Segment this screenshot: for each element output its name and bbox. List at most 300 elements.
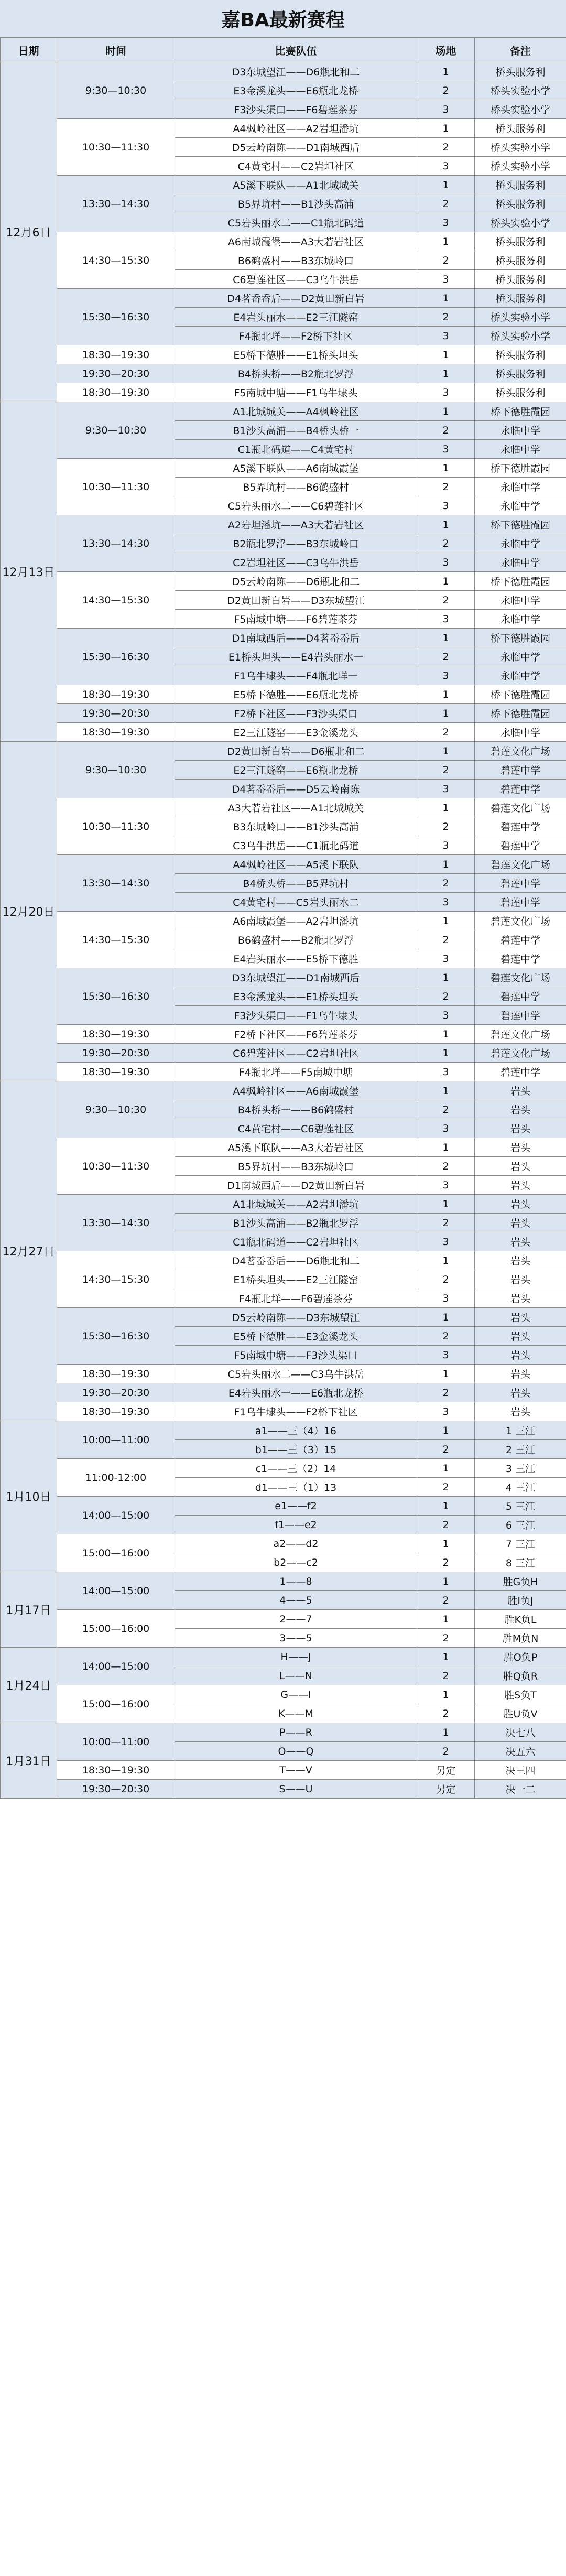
- match-note: 碧莲中学: [475, 761, 566, 780]
- match-note: 岩头: [475, 1327, 566, 1346]
- match-teams: E4岩头丽水——E2三江隧窑: [175, 308, 417, 327]
- table-row: [1, 176, 566, 194]
- match-court: 2: [417, 1100, 475, 1119]
- match-teams: B6鹤盛村——B2瓶北罗浮: [175, 930, 417, 949]
- match-note: 岩头: [475, 1157, 566, 1176]
- match-teams: D4茗岙岙后——D2黄田新白岩: [175, 289, 417, 308]
- match-court: 1: [417, 1025, 475, 1044]
- match-note: 碧莲文化广场: [475, 968, 566, 987]
- match-note: 决一二: [475, 1780, 566, 1799]
- slot-time: 18:30—19:30: [57, 1063, 175, 1081]
- match-teams: B4桥头桥——B5界坑村: [175, 874, 417, 893]
- table-row: [1, 402, 566, 421]
- table-row: [1, 1459, 566, 1478]
- match-note: 碧莲中学: [475, 1063, 566, 1081]
- match-note: 桥头服务利: [475, 176, 566, 194]
- match-teams: D1南城西后——D4茗岙岙后: [175, 629, 417, 647]
- match-teams: B4桥头桥一——B6鹤盛村: [175, 1100, 417, 1119]
- match-note: 桥头实验小学: [475, 100, 566, 119]
- table-row: [1, 723, 566, 742]
- table-row: [1, 119, 566, 138]
- table-row: [1, 1251, 566, 1270]
- match-teams: F4瓶北垟——F5南城中塘: [175, 1063, 417, 1081]
- match-teams: C2岩坦社区——C3乌牛洪岳: [175, 553, 417, 572]
- match-court: 另定: [417, 1761, 475, 1780]
- match-teams: a1——三（4）16: [175, 1421, 417, 1440]
- match-court: 1: [417, 1308, 475, 1327]
- match-note: 胜U负V: [475, 1704, 566, 1723]
- match-note: 岩头: [475, 1308, 566, 1327]
- match-court: 1: [417, 968, 475, 987]
- match-note: 桥下德胜霞园: [475, 459, 566, 478]
- match-court: 1: [417, 402, 475, 421]
- match-note: 桥头实验小学: [475, 138, 566, 157]
- match-note: 桥头实验小学: [475, 327, 566, 345]
- match-note: 永临中学: [475, 610, 566, 629]
- slot-time: 9:30—10:30: [57, 402, 175, 459]
- table-row: [1, 1365, 566, 1383]
- table-row: [1, 855, 566, 874]
- match-teams: C5岩头丽水二——C3乌牛洪岳: [175, 1365, 417, 1383]
- table-row: [1, 912, 566, 930]
- slot-time: 9:30—10:30: [57, 1081, 175, 1138]
- match-court: 3: [417, 1006, 475, 1025]
- table-row: [1, 383, 566, 402]
- slot-time: 15:00—16:00: [57, 1610, 175, 1648]
- match-teams: F2桥下社区——F3沙头渠口: [175, 704, 417, 723]
- slot-time: 10:30—11:30: [57, 459, 175, 515]
- match-court: 1: [417, 798, 475, 817]
- slot-time: 14:00—15:00: [57, 1572, 175, 1610]
- match-note: 桥头实验小学: [475, 308, 566, 327]
- match-court: 3: [417, 553, 475, 572]
- match-note: 岩头: [475, 1081, 566, 1100]
- match-court: 1: [417, 1685, 475, 1704]
- header-note: 备注: [475, 38, 566, 62]
- table-row: [1, 515, 566, 534]
- match-note: 碧莲中学: [475, 836, 566, 855]
- match-teams: B6鹤盛村——B3东城岭口: [175, 251, 417, 270]
- match-court: 2: [417, 478, 475, 496]
- match-note: 桥头服务利: [475, 62, 566, 81]
- table-row: [1, 364, 566, 383]
- table-row: [1, 345, 566, 364]
- match-note: 碧莲中学: [475, 874, 566, 893]
- slot-time: 15:30—16:30: [57, 629, 175, 685]
- match-teams: A3大若岩社区——A1北城城关: [175, 798, 417, 817]
- match-note: 桥头实验小学: [475, 157, 566, 176]
- match-note: 5 三江: [475, 1497, 566, 1516]
- match-teams: E5桥下德胜——E1桥头坦头: [175, 345, 417, 364]
- table-row: [1, 1081, 566, 1100]
- match-note: 碧莲中学: [475, 893, 566, 912]
- match-court: 3: [417, 1119, 475, 1138]
- match-court: 1: [417, 515, 475, 534]
- match-note: 碧莲中学: [475, 987, 566, 1006]
- slot-time: 18:30—19:30: [57, 685, 175, 704]
- slot-time: 13:30—14:30: [57, 1195, 175, 1251]
- slot-time: 19:30—20:30: [57, 1780, 175, 1799]
- match-court: 3: [417, 1402, 475, 1421]
- table-row: [1, 1421, 566, 1440]
- match-note: 桥头服务利: [475, 232, 566, 251]
- match-note: 桥下德胜霞园: [475, 402, 566, 421]
- match-teams: T——V: [175, 1761, 417, 1780]
- match-note: 岩头: [475, 1176, 566, 1195]
- match-teams: E3金溪龙头——E6瓶北龙桥: [175, 81, 417, 100]
- table-row: [1, 232, 566, 251]
- match-note: 碧莲中学: [475, 780, 566, 798]
- match-teams: a2——d2: [175, 1534, 417, 1553]
- match-court: 3: [417, 780, 475, 798]
- match-court: 2: [417, 1327, 475, 1346]
- match-court: 3: [417, 893, 475, 912]
- match-court: 2: [417, 534, 475, 553]
- match-note: 岩头: [475, 1232, 566, 1251]
- slot-time: 14:30—15:30: [57, 232, 175, 289]
- match-note: 永临中学: [475, 647, 566, 666]
- table-row: [1, 459, 566, 478]
- match-teams: e1——f2: [175, 1497, 417, 1516]
- match-teams: F5南城中塘——F1乌牛埭头: [175, 383, 417, 402]
- table-row: [1, 1063, 566, 1081]
- match-teams: E2三江隧窑——E3金溪龙头: [175, 723, 417, 742]
- match-note: 胜Q负R: [475, 1666, 566, 1685]
- match-teams: E1桥头坦头——E4岩头丽水一: [175, 647, 417, 666]
- match-note: 胜G负H: [475, 1572, 566, 1591]
- match-court: 1: [417, 629, 475, 647]
- table-row: [1, 572, 566, 591]
- match-court: 另定: [417, 1780, 475, 1799]
- match-note: 永临中学: [475, 534, 566, 553]
- day-date: 12月13日: [1, 402, 57, 742]
- slot-time: 13:30—14:30: [57, 515, 175, 572]
- match-note: 桥头服务利: [475, 289, 566, 308]
- day-date: 1月24日: [1, 1648, 57, 1723]
- match-court: 3: [417, 327, 475, 345]
- match-court: 2: [417, 251, 475, 270]
- match-court: 1: [417, 232, 475, 251]
- match-teams: E2三江隧窑——E6瓶北龙桥: [175, 761, 417, 780]
- match-teams: B1沙头高浦——B4桥头桥一: [175, 421, 417, 440]
- match-teams: F4瓶北垟——F6碧莲茶芬: [175, 1289, 417, 1308]
- match-court: 2: [417, 1553, 475, 1572]
- match-teams: 4——5: [175, 1591, 417, 1610]
- table-row: [1, 1044, 566, 1063]
- match-note: 桥头服务利: [475, 119, 566, 138]
- match-note: 岩头: [475, 1402, 566, 1421]
- match-court: 1: [417, 289, 475, 308]
- slot-time: 15:30—16:30: [57, 968, 175, 1025]
- slot-time: 15:00—16:00: [57, 1534, 175, 1572]
- match-note: 岩头: [475, 1138, 566, 1157]
- match-teams: C6碧莲社区——C3乌牛洪岳: [175, 270, 417, 289]
- match-court: 2: [417, 987, 475, 1006]
- table-row: [1, 62, 566, 81]
- match-note: 桥头服务利: [475, 251, 566, 270]
- match-note: 桥下德胜霞园: [475, 685, 566, 704]
- match-teams: D1南城西后——D2黄田新白岩: [175, 1176, 417, 1195]
- match-court: 2: [417, 1516, 475, 1534]
- match-teams: C4黄宅村——C6碧莲社区: [175, 1119, 417, 1138]
- match-note: 8 三江: [475, 1553, 566, 1572]
- slot-time: 19:30—20:30: [57, 364, 175, 383]
- match-court: 1: [417, 1459, 475, 1478]
- match-court: 1: [417, 1723, 475, 1742]
- match-teams: B1沙头高浦——B2瓶北罗浮: [175, 1214, 417, 1232]
- match-court: 3: [417, 1232, 475, 1251]
- match-court: 1: [417, 912, 475, 930]
- match-note: 岩头: [475, 1365, 566, 1383]
- match-teams: F3沙头渠口——F6碧莲茶芬: [175, 100, 417, 119]
- match-teams: C1瓶北码道——C2岩坦社区: [175, 1232, 417, 1251]
- match-note: 决三四: [475, 1761, 566, 1780]
- match-court: 2: [417, 591, 475, 610]
- match-court: 3: [417, 949, 475, 968]
- match-note: 永临中学: [475, 478, 566, 496]
- match-teams: K——M: [175, 1704, 417, 1723]
- match-court: 1: [417, 1421, 475, 1440]
- match-teams: c1——三（2）14: [175, 1459, 417, 1478]
- match-teams: C5岩头丽水二——C1瓶北码道: [175, 213, 417, 232]
- match-court: 3: [417, 1176, 475, 1195]
- match-note: 岩头: [475, 1346, 566, 1365]
- slot-time: 19:30—20:30: [57, 1383, 175, 1402]
- slot-time: 18:30—19:30: [57, 1761, 175, 1780]
- match-note: 岩头: [475, 1289, 566, 1308]
- match-note: 桥头服务利: [475, 364, 566, 383]
- slot-time: 10:30—11:30: [57, 1138, 175, 1195]
- slot-time: 10:30—11:30: [57, 798, 175, 855]
- match-teams: A6南城霞堡——A3大若岩社区: [175, 232, 417, 251]
- header-match: 比赛队伍: [175, 38, 417, 62]
- match-court: 2: [417, 1666, 475, 1685]
- match-note: 永临中学: [475, 496, 566, 515]
- match-court: 1: [417, 1534, 475, 1553]
- match-court: 2: [417, 874, 475, 893]
- match-teams: C4黄宅村——C2岩坦社区: [175, 157, 417, 176]
- match-note: 4 三江: [475, 1478, 566, 1497]
- match-court: 2: [417, 81, 475, 100]
- match-court: 2: [417, 1214, 475, 1232]
- match-note: 桥下德胜霞园: [475, 515, 566, 534]
- table-row: [1, 704, 566, 723]
- match-court: 3: [417, 496, 475, 515]
- match-teams: F1乌牛埭头——F2桥下社区: [175, 1402, 417, 1421]
- match-note: 桥头服务利: [475, 383, 566, 402]
- match-teams: E4岩头丽水一——E6瓶北龙桥: [175, 1383, 417, 1402]
- match-note: 桥下德胜霞园: [475, 704, 566, 723]
- match-court: 2: [417, 421, 475, 440]
- day-date: 12月20日: [1, 742, 57, 1081]
- table-row: [1, 1780, 566, 1799]
- slot-time: 9:30—10:30: [57, 742, 175, 798]
- slot-time: 18:30—19:30: [57, 383, 175, 402]
- match-court: 2: [417, 723, 475, 742]
- match-court: 1: [417, 704, 475, 723]
- match-note: 2 三江: [475, 1440, 566, 1459]
- match-note: 岩头: [475, 1195, 566, 1214]
- match-court: 2: [417, 194, 475, 213]
- slot-time: 18:30—19:30: [57, 1365, 175, 1383]
- slot-time: 9:30—10:30: [57, 62, 175, 119]
- table-row: [1, 1534, 566, 1553]
- match-teams: L——N: [175, 1666, 417, 1685]
- match-teams: P——R: [175, 1723, 417, 1742]
- slot-time: 14:30—15:30: [57, 912, 175, 968]
- match-court: 2: [417, 308, 475, 327]
- slot-time: 18:30—19:30: [57, 1025, 175, 1044]
- match-note: 决五六: [475, 1742, 566, 1761]
- match-note: 6 三江: [475, 1516, 566, 1534]
- match-court: 1: [417, 1497, 475, 1516]
- table-row: [1, 1572, 566, 1591]
- match-teams: D2黄田新白岩——D6瓶北和二: [175, 742, 417, 761]
- match-note: 桥头服务利: [475, 270, 566, 289]
- match-note: 胜O负P: [475, 1648, 566, 1666]
- match-teams: B5界坑村——B3东城岭口: [175, 1157, 417, 1176]
- match-teams: E3金溪龙头——E1桥头坦头: [175, 987, 417, 1006]
- table-row: [1, 289, 566, 308]
- match-teams: F5南城中塘——F3沙头渠口: [175, 1346, 417, 1365]
- match-court: 1: [417, 1610, 475, 1629]
- slot-time: 19:30—20:30: [57, 1044, 175, 1063]
- match-court: 2: [417, 930, 475, 949]
- match-note: 碧莲文化广场: [475, 1044, 566, 1063]
- schedule-table: [0, 37, 566, 1799]
- match-note: 永临中学: [475, 553, 566, 572]
- match-note: 碧莲文化广场: [475, 798, 566, 817]
- match-teams: G——I: [175, 1685, 417, 1704]
- match-teams: 1——8: [175, 1572, 417, 1591]
- match-teams: O——Q: [175, 1742, 417, 1761]
- match-court: 3: [417, 610, 475, 629]
- match-note: 桥下德胜霞园: [475, 572, 566, 591]
- match-teams: S——U: [175, 1780, 417, 1799]
- match-teams: C5岩头丽水二——C6碧莲社区: [175, 496, 417, 515]
- match-note: 碧莲中学: [475, 930, 566, 949]
- slot-time: 10:00—11:00: [57, 1723, 175, 1761]
- match-court: 1: [417, 572, 475, 591]
- match-teams: A4枫岭社区——A6南城霞堡: [175, 1081, 417, 1100]
- match-court: 3: [417, 440, 475, 459]
- match-court: 3: [417, 1346, 475, 1365]
- match-note: 1 三江: [475, 1421, 566, 1440]
- match-court: 1: [417, 119, 475, 138]
- match-teams: A2岩坦潘坑——A3大若岩社区: [175, 515, 417, 534]
- match-teams: H——J: [175, 1648, 417, 1666]
- match-note: 桥头服务利: [475, 345, 566, 364]
- match-note: 岩头: [475, 1100, 566, 1119]
- match-teams: F1乌牛埭头——F4瓶北垟一: [175, 666, 417, 685]
- table-row: [1, 1497, 566, 1516]
- table-row: [1, 685, 566, 704]
- match-note: 碧莲中学: [475, 1006, 566, 1025]
- match-note: 永临中学: [475, 591, 566, 610]
- match-teams: C1瓶北码道——C4黄宅村: [175, 440, 417, 459]
- match-court: 1: [417, 1195, 475, 1214]
- match-court: 1: [417, 176, 475, 194]
- match-teams: A5溪下联队——A3大若岩社区: [175, 1138, 417, 1157]
- match-teams: B2瓶北罗浮——B3东城岭口: [175, 534, 417, 553]
- match-note: 永临中学: [475, 440, 566, 459]
- match-court: 1: [417, 62, 475, 81]
- match-note: 碧莲文化广场: [475, 855, 566, 874]
- day-date: 12月6日: [1, 62, 57, 402]
- match-note: 永临中学: [475, 421, 566, 440]
- match-teams: B5界坑村——B1沙头高浦: [175, 194, 417, 213]
- match-note: 桥头实验小学: [475, 213, 566, 232]
- match-teams: D4茗岙岙后——D6瓶北和二: [175, 1251, 417, 1270]
- match-court: 1: [417, 364, 475, 383]
- match-court: 3: [417, 270, 475, 289]
- match-note: 3 三江: [475, 1459, 566, 1478]
- match-note: 岩头: [475, 1214, 566, 1232]
- match-court: 1: [417, 1044, 475, 1063]
- slot-time: 15:00—16:00: [57, 1685, 175, 1723]
- match-teams: D5云岭南陈——D1南城西后: [175, 138, 417, 157]
- match-court: 1: [417, 855, 475, 874]
- match-teams: D3东城望江——D1南城西后: [175, 968, 417, 987]
- match-note: 胜K负L: [475, 1610, 566, 1629]
- match-court: 3: [417, 666, 475, 685]
- header-time: 时间: [57, 38, 175, 62]
- match-court: 1: [417, 459, 475, 478]
- match-note: 碧莲中学: [475, 949, 566, 968]
- match-court: 3: [417, 157, 475, 176]
- match-teams: A1北城城关——A2岩坦潘坑: [175, 1195, 417, 1214]
- match-court: 1: [417, 1251, 475, 1270]
- match-teams: A1北城城关——A4枫岭社区: [175, 402, 417, 421]
- table-row: [1, 968, 566, 987]
- match-teams: f1——e2: [175, 1516, 417, 1534]
- match-court: 3: [417, 100, 475, 119]
- match-note: 碧莲文化广场: [475, 742, 566, 761]
- match-note: 桥头服务利: [475, 194, 566, 213]
- match-note: 岩头: [475, 1270, 566, 1289]
- match-teams: D4茗岙岙后——D5云岭南陈: [175, 780, 417, 798]
- match-court: 1: [417, 1081, 475, 1100]
- match-teams: 2——7: [175, 1610, 417, 1629]
- match-teams: D2黄田新白岩——D3东城望江: [175, 591, 417, 610]
- match-court: 3: [417, 836, 475, 855]
- match-teams: C4黄宅村——C5岩头丽水二: [175, 893, 417, 912]
- match-note: 胜S负T: [475, 1685, 566, 1704]
- match-teams: 3——5: [175, 1629, 417, 1648]
- match-teams: B5界坑村——B6鹤盛村: [175, 478, 417, 496]
- match-court: 2: [417, 817, 475, 836]
- match-court: 2: [417, 1704, 475, 1723]
- slot-time: 18:30—19:30: [57, 1402, 175, 1421]
- match-court: 2: [417, 1629, 475, 1648]
- match-note: 永临中学: [475, 666, 566, 685]
- slot-time: 14:30—15:30: [57, 572, 175, 629]
- match-court: 2: [417, 761, 475, 780]
- match-teams: A4枫岭社区——A5溪下联队: [175, 855, 417, 874]
- table-row: [1, 1308, 566, 1327]
- match-court: 2: [417, 647, 475, 666]
- day-date: 1月31日: [1, 1723, 57, 1799]
- match-note: 碧莲文化广场: [475, 1025, 566, 1044]
- match-teams: E5桥下德胜——E6瓶北龙桥: [175, 685, 417, 704]
- table-row: [1, 1723, 566, 1742]
- slot-time: 19:30—20:30: [57, 704, 175, 723]
- match-teams: b1——三（3）15: [175, 1440, 417, 1459]
- match-teams: D3东城望江——D6瓶北和二: [175, 62, 417, 81]
- match-court: 1: [417, 1138, 475, 1157]
- match-note: 7 三江: [475, 1534, 566, 1553]
- match-teams: C3乌牛洪岳——C1瓶北码道: [175, 836, 417, 855]
